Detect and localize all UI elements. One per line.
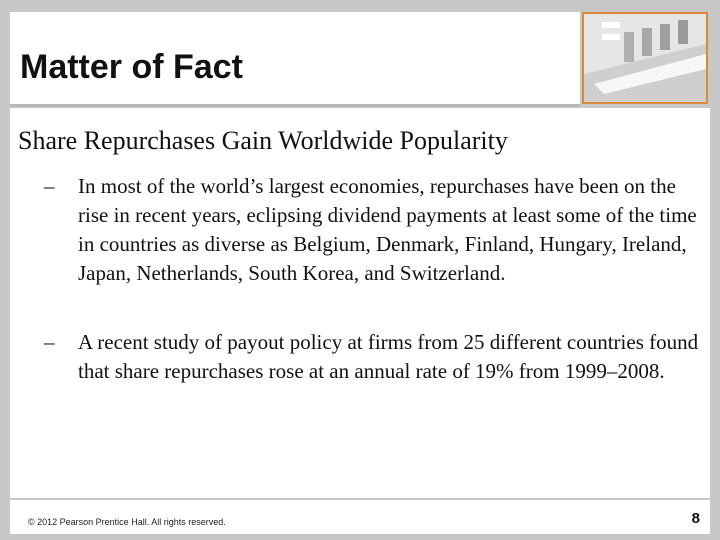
- conference-room-image: [582, 12, 708, 104]
- slide-title: Matter of Fact: [20, 48, 243, 86]
- bullet-dash: –: [44, 330, 55, 354]
- bullet-item: [44, 172, 704, 288]
- content-panel: [10, 108, 710, 498]
- bullet-item: [44, 328, 704, 386]
- bullet-text: In most of the world’s largest economies, repurchases have been on the rise in recent years, eclipsing dividend payments at least some of the time in countries as diverse as Belgium, Denmark, Finland, Hungary, Ireland, Japan, Netherlands, South Korea, and Switzerland.: [78, 174, 697, 285]
- page-number: 8: [691, 510, 700, 527]
- conference-chairs-illustration: [584, 14, 706, 102]
- bullet-text: A recent study of payout policy at firms from 25 different countries found that share repurchases rose at an annual rate of 19% from 1999–2008.: [78, 330, 699, 383]
- bullet-dash: –: [44, 174, 55, 198]
- title-bar: [10, 12, 580, 107]
- footer: [10, 500, 710, 534]
- slide-heading: Share Repurchases Gain Worldwide Popularity: [18, 126, 508, 155]
- copyright-notice: © 2012 Pearson Prentice Hall. All rights reserved.: [28, 517, 226, 527]
